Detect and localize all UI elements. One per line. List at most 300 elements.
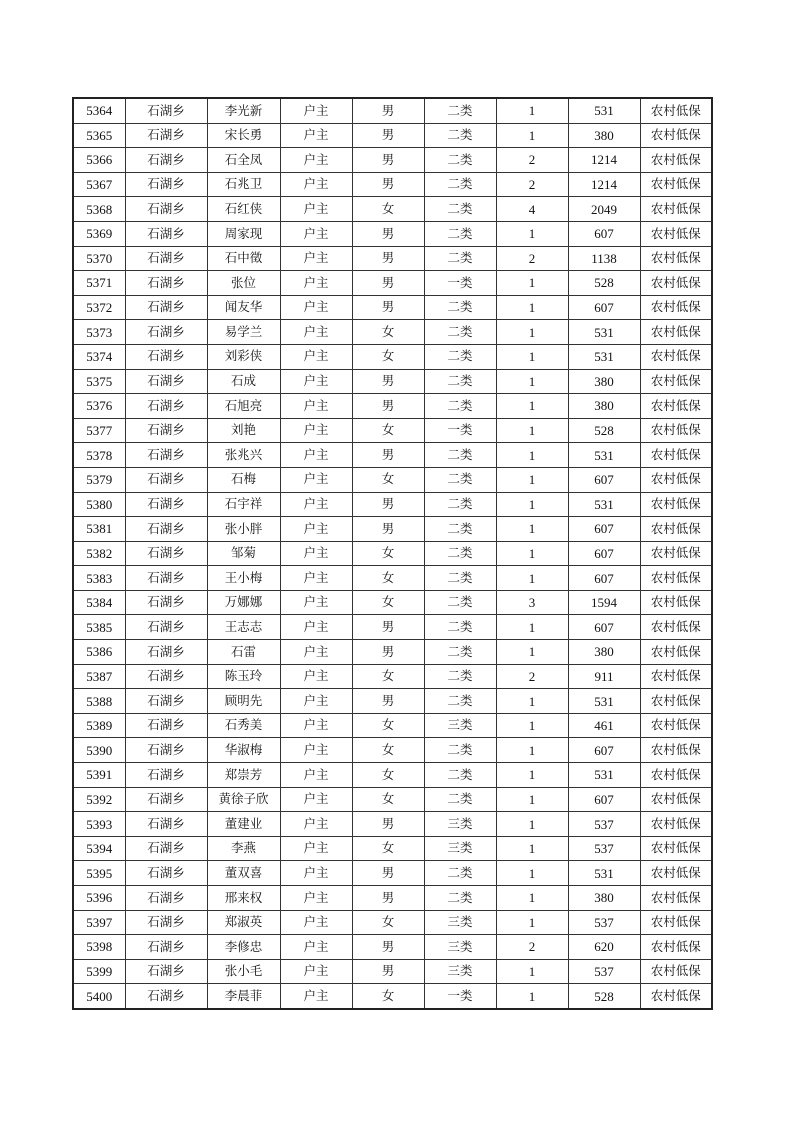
program-type-cell: 农村低保 (640, 344, 712, 369)
table-row (73, 812, 712, 837)
person-name-cell: 万娜娜 (207, 590, 280, 615)
amount-cell: 1214 (568, 148, 640, 173)
program-type-cell: 农村低保 (640, 886, 712, 911)
amount-cell: 911 (568, 664, 640, 689)
program-type-cell: 农村低保 (640, 615, 712, 640)
gender-cell: 女 (352, 541, 424, 566)
category-cell: 一类 (424, 271, 496, 296)
household-role-cell: 户主 (280, 738, 352, 763)
amount-cell: 531 (568, 763, 640, 788)
amount-cell: 607 (568, 295, 640, 320)
gender-cell: 男 (352, 861, 424, 886)
gender-cell: 男 (352, 812, 424, 837)
person-name-cell: 张小毛 (207, 959, 280, 984)
table-row (73, 517, 712, 542)
person-name-cell: 陈玉玲 (207, 664, 280, 689)
gender-cell: 女 (352, 418, 424, 443)
table-row (73, 271, 712, 296)
person-name-cell: 闻友华 (207, 295, 280, 320)
gender-cell: 女 (352, 344, 424, 369)
program-type-cell: 农村低保 (640, 418, 712, 443)
household-size-cell: 1 (496, 738, 568, 763)
household-role-cell: 户主 (280, 787, 352, 812)
table-row (73, 172, 712, 197)
person-name-cell: 石宇祥 (207, 492, 280, 517)
household-role-cell: 户主 (280, 492, 352, 517)
township-cell: 石湖乡 (125, 467, 207, 492)
gender-cell: 男 (352, 98, 424, 123)
gender-cell: 女 (352, 763, 424, 788)
township-cell: 石湖乡 (125, 344, 207, 369)
program-type-cell: 农村低保 (640, 640, 712, 665)
household-role-cell: 户主 (280, 640, 352, 665)
amount-cell: 607 (568, 541, 640, 566)
household-size-cell: 2 (496, 246, 568, 271)
household-role-cell: 户主 (280, 836, 352, 861)
table-row (73, 148, 712, 173)
household-size-cell: 2 (496, 935, 568, 960)
table-row (73, 492, 712, 517)
person-name-cell: 李晨菲 (207, 984, 280, 1009)
amount-cell: 531 (568, 689, 640, 714)
category-cell: 三类 (424, 713, 496, 738)
amount-cell: 1214 (568, 172, 640, 197)
table-row (73, 369, 712, 394)
record-id-cell: 5384 (73, 590, 125, 615)
gender-cell: 男 (352, 886, 424, 911)
township-cell: 石湖乡 (125, 295, 207, 320)
table-row (73, 443, 712, 468)
amount-cell: 531 (568, 320, 640, 345)
township-cell: 石湖乡 (125, 566, 207, 591)
record-id-cell: 5378 (73, 443, 125, 468)
household-size-cell: 1 (496, 98, 568, 123)
record-id-cell: 5400 (73, 984, 125, 1009)
record-id-cell: 5368 (73, 197, 125, 222)
gender-cell: 女 (352, 787, 424, 812)
amount-cell: 380 (568, 369, 640, 394)
category-cell: 二类 (424, 689, 496, 714)
amount-cell: 531 (568, 98, 640, 123)
record-id-cell: 5388 (73, 689, 125, 714)
township-cell: 石湖乡 (125, 836, 207, 861)
person-name-cell: 顾明先 (207, 689, 280, 714)
gender-cell: 女 (352, 320, 424, 345)
table-row (73, 320, 712, 345)
person-name-cell: 张兆兴 (207, 443, 280, 468)
record-id-cell: 5365 (73, 123, 125, 148)
program-type-cell: 农村低保 (640, 271, 712, 296)
person-name-cell: 刘彩侠 (207, 344, 280, 369)
household-role-cell: 户主 (280, 221, 352, 246)
household-size-cell: 1 (496, 418, 568, 443)
gender-cell: 男 (352, 443, 424, 468)
amount-cell: 531 (568, 861, 640, 886)
program-type-cell: 农村低保 (640, 541, 712, 566)
household-role-cell: 户主 (280, 861, 352, 886)
table-row (73, 664, 712, 689)
category-cell: 三类 (424, 910, 496, 935)
record-id-cell: 5397 (73, 910, 125, 935)
gender-cell: 女 (352, 664, 424, 689)
table-row (73, 713, 712, 738)
township-cell: 石湖乡 (125, 713, 207, 738)
record-id-cell: 5380 (73, 492, 125, 517)
program-type-cell: 农村低保 (640, 664, 712, 689)
gender-cell: 女 (352, 984, 424, 1009)
program-type-cell: 农村低保 (640, 590, 712, 615)
gender-cell: 女 (352, 590, 424, 615)
record-id-cell: 5385 (73, 615, 125, 640)
table-row (73, 689, 712, 714)
household-size-cell: 1 (496, 566, 568, 591)
record-id-cell: 5376 (73, 394, 125, 419)
program-type-cell: 农村低保 (640, 98, 712, 123)
program-type-cell: 农村低保 (640, 295, 712, 320)
person-name-cell: 石梅 (207, 467, 280, 492)
gender-cell: 男 (352, 295, 424, 320)
household-role-cell: 户主 (280, 566, 352, 591)
household-size-cell: 1 (496, 861, 568, 886)
program-type-cell: 农村低保 (640, 984, 712, 1009)
household-role-cell: 户主 (280, 320, 352, 345)
amount-cell: 537 (568, 910, 640, 935)
gender-cell: 男 (352, 246, 424, 271)
program-type-cell: 农村低保 (640, 492, 712, 517)
amount-cell: 2049 (568, 197, 640, 222)
gender-cell: 女 (352, 836, 424, 861)
household-role-cell: 户主 (280, 713, 352, 738)
household-role-cell: 户主 (280, 812, 352, 837)
household-role-cell: 户主 (280, 123, 352, 148)
record-id-cell: 5394 (73, 836, 125, 861)
household-size-cell: 1 (496, 812, 568, 837)
amount-cell: 607 (568, 517, 640, 542)
category-cell: 二类 (424, 541, 496, 566)
township-cell: 石湖乡 (125, 861, 207, 886)
program-type-cell: 农村低保 (640, 320, 712, 345)
category-cell: 二类 (424, 98, 496, 123)
amount-cell: 528 (568, 271, 640, 296)
category-cell: 二类 (424, 886, 496, 911)
gender-cell: 女 (352, 738, 424, 763)
person-name-cell: 黄徐子欣 (207, 787, 280, 812)
record-id-cell: 5399 (73, 959, 125, 984)
category-cell: 二类 (424, 123, 496, 148)
household-size-cell: 1 (496, 615, 568, 640)
household-role-cell: 户主 (280, 517, 352, 542)
household-role-cell: 户主 (280, 541, 352, 566)
township-cell: 石湖乡 (125, 541, 207, 566)
township-cell: 石湖乡 (125, 418, 207, 443)
table-row (73, 418, 712, 443)
household-size-cell: 1 (496, 541, 568, 566)
records-table (72, 97, 713, 1010)
township-cell: 石湖乡 (125, 123, 207, 148)
person-name-cell: 张小胖 (207, 517, 280, 542)
program-type-cell: 农村低保 (640, 812, 712, 837)
person-name-cell: 刘艳 (207, 418, 280, 443)
household-role-cell: 户主 (280, 271, 352, 296)
township-cell: 石湖乡 (125, 517, 207, 542)
program-type-cell: 农村低保 (640, 861, 712, 886)
table-row (73, 344, 712, 369)
table-row (73, 935, 712, 960)
household-role-cell: 户主 (280, 172, 352, 197)
program-type-cell: 农村低保 (640, 935, 712, 960)
gender-cell: 男 (352, 148, 424, 173)
program-type-cell: 农村低保 (640, 713, 712, 738)
gender-cell: 男 (352, 935, 424, 960)
category-cell: 二类 (424, 640, 496, 665)
person-name-cell: 郑淑英 (207, 910, 280, 935)
record-id-cell: 5373 (73, 320, 125, 345)
household-role-cell: 户主 (280, 246, 352, 271)
household-size-cell: 1 (496, 320, 568, 345)
amount-cell: 607 (568, 221, 640, 246)
amount-cell: 607 (568, 615, 640, 640)
program-type-cell: 农村低保 (640, 443, 712, 468)
township-cell: 石湖乡 (125, 98, 207, 123)
category-cell: 二类 (424, 221, 496, 246)
category-cell: 一类 (424, 984, 496, 1009)
household-size-cell: 1 (496, 271, 568, 296)
person-name-cell: 李燕 (207, 836, 280, 861)
household-role-cell: 户主 (280, 148, 352, 173)
person-name-cell: 石雷 (207, 640, 280, 665)
table-row (73, 640, 712, 665)
amount-cell: 620 (568, 935, 640, 960)
gender-cell: 女 (352, 197, 424, 222)
record-id-cell: 5367 (73, 172, 125, 197)
household-size-cell: 1 (496, 467, 568, 492)
category-cell: 三类 (424, 935, 496, 960)
person-name-cell: 郑崇芳 (207, 763, 280, 788)
township-cell: 石湖乡 (125, 664, 207, 689)
category-cell: 一类 (424, 418, 496, 443)
category-cell: 二类 (424, 738, 496, 763)
township-cell: 石湖乡 (125, 787, 207, 812)
person-name-cell: 邹菊 (207, 541, 280, 566)
record-id-cell: 5381 (73, 517, 125, 542)
record-id-cell: 5375 (73, 369, 125, 394)
category-cell: 二类 (424, 295, 496, 320)
household-role-cell: 户主 (280, 984, 352, 1009)
household-size-cell: 1 (496, 713, 568, 738)
program-type-cell: 农村低保 (640, 394, 712, 419)
household-size-cell: 1 (496, 221, 568, 246)
person-name-cell: 宋长勇 (207, 123, 280, 148)
household-role-cell: 户主 (280, 763, 352, 788)
township-cell: 石湖乡 (125, 172, 207, 197)
household-size-cell: 1 (496, 517, 568, 542)
table-row (73, 566, 712, 591)
person-name-cell: 周家现 (207, 221, 280, 246)
person-name-cell: 石成 (207, 369, 280, 394)
record-id-cell: 5369 (73, 221, 125, 246)
person-name-cell: 董建业 (207, 812, 280, 837)
person-name-cell: 石秀美 (207, 713, 280, 738)
person-name-cell: 华淑梅 (207, 738, 280, 763)
amount-cell: 607 (568, 467, 640, 492)
category-cell: 三类 (424, 812, 496, 837)
amount-cell: 531 (568, 344, 640, 369)
amount-cell: 537 (568, 959, 640, 984)
category-cell: 二类 (424, 394, 496, 419)
category-cell: 二类 (424, 590, 496, 615)
household-role-cell: 户主 (280, 197, 352, 222)
table-row (73, 984, 712, 1009)
gender-cell: 男 (352, 271, 424, 296)
township-cell: 石湖乡 (125, 689, 207, 714)
record-id-cell: 5377 (73, 418, 125, 443)
township-cell: 石湖乡 (125, 959, 207, 984)
township-cell: 石湖乡 (125, 369, 207, 394)
person-name-cell: 易学兰 (207, 320, 280, 345)
gender-cell: 男 (352, 959, 424, 984)
program-type-cell: 农村低保 (640, 738, 712, 763)
table-row (73, 246, 712, 271)
record-id-cell: 5391 (73, 763, 125, 788)
table-row (73, 910, 712, 935)
household-role-cell: 户主 (280, 886, 352, 911)
gender-cell: 男 (352, 689, 424, 714)
program-type-cell: 农村低保 (640, 369, 712, 394)
program-type-cell: 农村低保 (640, 197, 712, 222)
program-type-cell: 农村低保 (640, 148, 712, 173)
person-name-cell: 石中徵 (207, 246, 280, 271)
record-id-cell: 5398 (73, 935, 125, 960)
gender-cell: 男 (352, 123, 424, 148)
household-size-cell: 1 (496, 123, 568, 148)
category-cell: 二类 (424, 787, 496, 812)
program-type-cell: 农村低保 (640, 517, 712, 542)
township-cell: 石湖乡 (125, 615, 207, 640)
category-cell: 二类 (424, 566, 496, 591)
household-size-cell: 1 (496, 689, 568, 714)
household-size-cell: 4 (496, 197, 568, 222)
gender-cell: 男 (352, 517, 424, 542)
amount-cell: 528 (568, 984, 640, 1009)
township-cell: 石湖乡 (125, 763, 207, 788)
table-row (73, 590, 712, 615)
person-name-cell: 李修忠 (207, 935, 280, 960)
table-row (73, 295, 712, 320)
category-cell: 三类 (424, 959, 496, 984)
category-cell: 二类 (424, 861, 496, 886)
amount-cell: 607 (568, 787, 640, 812)
gender-cell: 女 (352, 467, 424, 492)
record-id-cell: 5395 (73, 861, 125, 886)
household-size-cell: 2 (496, 148, 568, 173)
category-cell: 二类 (424, 492, 496, 517)
household-size-cell: 1 (496, 640, 568, 665)
household-size-cell: 1 (496, 910, 568, 935)
township-cell: 石湖乡 (125, 246, 207, 271)
category-cell: 二类 (424, 517, 496, 542)
amount-cell: 531 (568, 492, 640, 517)
household-size-cell: 3 (496, 590, 568, 615)
table-row (73, 98, 712, 123)
household-role-cell: 户主 (280, 344, 352, 369)
table-row (73, 836, 712, 861)
township-cell: 石湖乡 (125, 984, 207, 1009)
amount-cell: 1594 (568, 590, 640, 615)
amount-cell: 380 (568, 394, 640, 419)
township-cell: 石湖乡 (125, 640, 207, 665)
person-name-cell: 董双喜 (207, 861, 280, 886)
township-cell: 石湖乡 (125, 320, 207, 345)
gender-cell: 男 (352, 640, 424, 665)
category-cell: 二类 (424, 320, 496, 345)
township-cell: 石湖乡 (125, 197, 207, 222)
record-id-cell: 5396 (73, 886, 125, 911)
record-id-cell: 5390 (73, 738, 125, 763)
household-role-cell: 户主 (280, 935, 352, 960)
category-cell: 二类 (424, 615, 496, 640)
amount-cell: 380 (568, 640, 640, 665)
record-id-cell: 5392 (73, 787, 125, 812)
person-name-cell: 王志志 (207, 615, 280, 640)
table-row (73, 197, 712, 222)
table-row (73, 886, 712, 911)
household-size-cell: 1 (496, 984, 568, 1009)
person-name-cell: 张位 (207, 271, 280, 296)
gender-cell: 男 (352, 172, 424, 197)
household-size-cell: 1 (496, 787, 568, 812)
township-cell: 石湖乡 (125, 221, 207, 246)
record-id-cell: 5393 (73, 812, 125, 837)
amount-cell: 537 (568, 812, 640, 837)
record-id-cell: 5387 (73, 664, 125, 689)
amount-cell: 607 (568, 738, 640, 763)
township-cell: 石湖乡 (125, 148, 207, 173)
record-id-cell: 5374 (73, 344, 125, 369)
township-cell: 石湖乡 (125, 812, 207, 837)
category-cell: 二类 (424, 763, 496, 788)
program-type-cell: 农村低保 (640, 836, 712, 861)
household-role-cell: 户主 (280, 959, 352, 984)
program-type-cell: 农村低保 (640, 221, 712, 246)
gender-cell: 男 (352, 221, 424, 246)
record-id-cell: 5379 (73, 467, 125, 492)
township-cell: 石湖乡 (125, 738, 207, 763)
category-cell: 二类 (424, 467, 496, 492)
amount-cell: 380 (568, 123, 640, 148)
table-row (73, 738, 712, 763)
gender-cell: 男 (352, 492, 424, 517)
program-type-cell: 农村低保 (640, 689, 712, 714)
program-type-cell: 农村低保 (640, 910, 712, 935)
township-cell: 石湖乡 (125, 443, 207, 468)
person-name-cell: 石全凤 (207, 148, 280, 173)
household-size-cell: 2 (496, 172, 568, 197)
category-cell: 三类 (424, 836, 496, 861)
household-role-cell: 户主 (280, 664, 352, 689)
gender-cell: 女 (352, 910, 424, 935)
gender-cell: 男 (352, 615, 424, 640)
household-size-cell: 1 (496, 886, 568, 911)
table-row (73, 221, 712, 246)
household-role-cell: 户主 (280, 467, 352, 492)
amount-cell: 607 (568, 566, 640, 591)
amount-cell: 528 (568, 418, 640, 443)
household-role-cell: 户主 (280, 369, 352, 394)
program-type-cell: 农村低保 (640, 959, 712, 984)
table-row (73, 763, 712, 788)
township-cell: 石湖乡 (125, 886, 207, 911)
household-size-cell: 1 (496, 394, 568, 419)
